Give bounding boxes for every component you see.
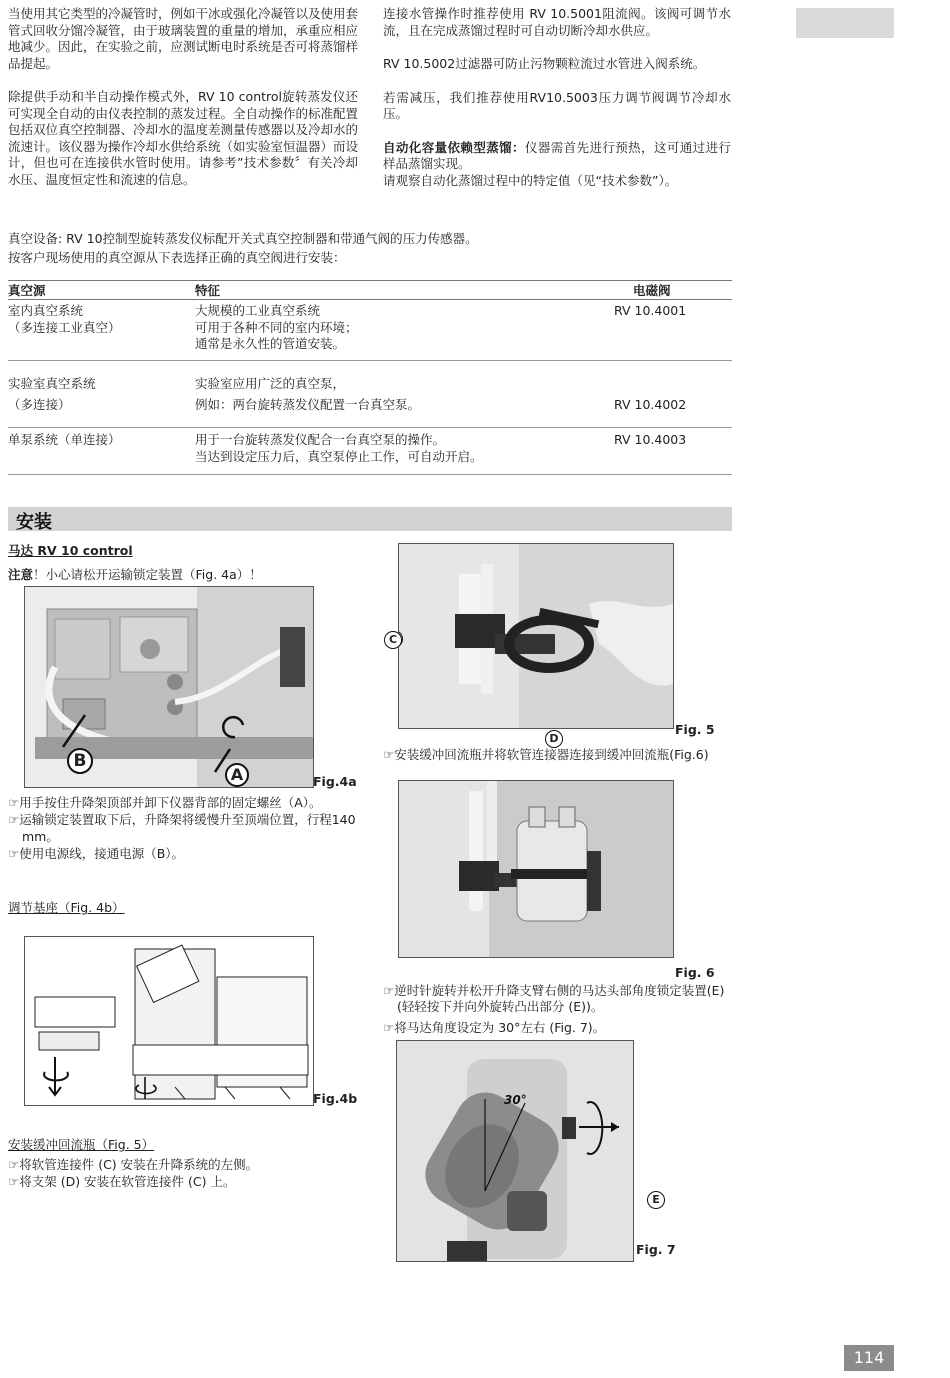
table-cell-valve: RV 10.4001	[614, 303, 687, 318]
vacuum-valve-table	[8, 280, 732, 475]
transport-lock-note	[8, 565, 262, 583]
fig4a-callout-a: A	[225, 763, 249, 787]
table-cell-valve: RV 10.4003	[614, 432, 687, 447]
fig5-callout-c-marker: C	[384, 631, 402, 649]
intro-paragraph-5: 若需减压，我们推荐使用RV10.5003压力调节阀调节冷却水压。	[383, 89, 731, 121]
pointing-hand-icon: ☞	[8, 1157, 20, 1172]
instruction-bullet: ☞将支架 (D) 安装在软管连接件 (C) 上。	[8, 1174, 236, 1189]
fig6-label: Fig. 6	[675, 965, 715, 980]
pointing-hand-icon: ☞	[383, 1020, 395, 1035]
table-cell-source: 实验室真空系统	[8, 376, 96, 391]
auto-distill-text: 仪器需首先进行预热，这可通过进行样品蒸馏实现。	[383, 139, 731, 171]
buffer-flask-instructions	[8, 1156, 358, 1190]
table-cell-feature: 可用于各种不同的室内环境；	[195, 319, 358, 335]
intro-paragraph-7: 请观察自动化蒸馏过程中的特定值（见“技术参数”）。	[383, 172, 678, 188]
table-cell-source: 单泵系统（单连接）	[8, 432, 121, 447]
table-cell-feature: 当达到设定压力后，真空泵停止工作，可自动开启。	[195, 448, 483, 464]
buffer-flask-heading: 安装缓冲回流瓶（Fig. 5）	[8, 1137, 155, 1152]
fig4b-label: Fig.4b	[313, 1091, 358, 1106]
fig5-callout-d: D	[545, 730, 563, 748]
table-header-source: 真空源	[8, 283, 46, 298]
pointing-hand-icon: ☞	[383, 747, 395, 762]
pointing-hand-icon: ☞	[8, 846, 20, 861]
figure-5-photo	[398, 543, 674, 729]
fig5-label: Fig. 5	[675, 722, 715, 737]
table-cell-feature: 用于一台旋转蒸发仪配合一台真空泵的操作。	[195, 432, 446, 447]
table-cell-source: 室内真空系统	[8, 303, 84, 318]
auto-distill-heading: 自动化容量依赖型蒸馏：	[383, 139, 525, 155]
table-row	[8, 428, 732, 475]
table-cell-source: （多连接工业真空）	[8, 319, 121, 335]
motor-heading: 马达 RV 10 control	[8, 543, 133, 558]
figure-7-photo	[396, 1040, 634, 1262]
section-title: 安装	[16, 512, 52, 533]
table-header-valve: 电磁阀	[633, 283, 671, 298]
pointing-hand-icon: ☞	[383, 983, 395, 998]
pointing-hand-icon: ☞	[8, 795, 20, 810]
note-label: 注意	[8, 567, 34, 582]
fig7-callout-e-marker: E	[647, 1191, 665, 1209]
base-adjust-line-drawing	[25, 937, 313, 1105]
intro-paragraph-6	[383, 140, 731, 173]
table-cell-feature: 通常是永久性的管道安装。	[195, 336, 346, 351]
hose-connector-photo-illustration	[399, 544, 673, 728]
intro-paragraph-3: 连接水管操作时推荐使用 RV 10.5001阻流阀。该阀可调节水流，且在完成蒸馏过程时可自动切断冷却水供应。	[383, 6, 731, 38]
vacuum-intro-line-1: 真空设备: RV 10控制型旋转蒸发仪标配开关式真空控制器和带通气阀的压力传感器。	[8, 231, 478, 246]
instruction-bullet: ☞将马达角度设定为 30°左右 (Fig. 7)。	[383, 1020, 606, 1035]
intro-paragraph-4: RV 10.5002过滤器可防止污物颗粒流过水管进入阀系统。	[383, 56, 706, 71]
table-cell-feature: 例如：两台旋转蒸发仪配置一台真空泵。	[195, 397, 421, 412]
table-row	[8, 361, 732, 428]
fig6-instructions	[383, 983, 735, 1036]
figure-4a-photo	[24, 586, 314, 788]
fig7-angle-label: 30°	[504, 1093, 527, 1107]
table-header-features: 特征	[195, 283, 221, 298]
intro-paragraph-2: 除提供手动和半自动操作模式外，RV 10 control旋转蒸发仪还可实现全自动的由仪表控制的蒸发过程。全自动操作的标准配置包括双位真空控制器、冷却水的温度差测量传感器以及冷却水的流速计。该仪器为操作冷却水供给系统（如实验室恒温器）而设计，但也可在连接供水管时使用。请参考”技术参数〞有关冷却水压、温度恒定性和流速的信息。	[8, 89, 359, 187]
intro-paragraph-1: 当使用其它类型的冷凝管时，例如干冰或强化冷凝管以及使用套管式回收分馏冷凝管，由于玻璃装置的重量的增加，承重应相应地减少。因此，在实验之前，应测试断电时系统是否可将蒸馏样品提起。	[8, 6, 359, 71]
instruction-bullet: ☞将软管连接件 (C) 安装在升降系统的左侧。	[8, 1157, 259, 1172]
instruction-bullet: ☞用手按住升降架顶部并卸下仪器背部的固定螺丝（A）。	[8, 795, 322, 810]
vacuum-intro-line-2: 按客户现场使用的真空源从下表选择正确的真空阀进行安装：	[8, 250, 346, 265]
table-cell-feature: 实验室应用广泛的真空泵，	[195, 376, 346, 391]
instruction-bullet: ☞使用电源线，接通电源（B）。	[8, 846, 185, 861]
instruction-bullet: ☞运输锁定装置取下后，升降架将缓慢升至顶端位置，行程140 mm。	[8, 812, 356, 844]
left-intro-column	[8, 6, 358, 205]
table-cell-source: （多连接）	[8, 397, 71, 412]
pointing-hand-icon: ☞	[8, 1174, 20, 1189]
chapter-tab-marker	[796, 8, 894, 38]
figure-4b-drawing	[24, 936, 314, 1106]
table-cell-valve: RV 10.4002	[614, 397, 687, 412]
instruction-bullet: ☞逆时针旋转并松开升降支臂右侧的马达头部角度锁定装置(E) (轻轻按下并向外旋转凸出部分 (E))。	[383, 983, 725, 1014]
table-cell-feature: 大规模的工业真空系统	[195, 303, 321, 318]
page-number: 114	[844, 1345, 894, 1371]
pointing-hand-icon: ☞	[8, 812, 20, 827]
section-header-install	[8, 507, 732, 531]
table-row	[8, 300, 732, 361]
buffer-flask-photo-illustration	[399, 781, 673, 957]
fig4a-label: Fig.4a	[313, 774, 357, 789]
fig7-label: Fig. 7	[636, 1242, 676, 1257]
fig5-instruction: ☞安装缓冲回流瓶并将软管连接器连接到缓冲回流瓶(Fig.6)	[383, 747, 709, 762]
base-adjust-heading: 调节基座（Fig. 4b）	[8, 900, 125, 915]
right-intro-column	[383, 6, 731, 206]
fig4a-callout-b: B	[67, 748, 93, 774]
fig4a-instructions	[8, 794, 358, 862]
figure-6-photo	[398, 780, 674, 958]
vacuum-intro	[8, 229, 732, 267]
table-header-row	[8, 280, 732, 300]
note-text: ！小心请松开运输锁定装置（Fig. 4a）！	[33, 567, 262, 582]
motor-angle-photo-illustration	[397, 1041, 633, 1261]
